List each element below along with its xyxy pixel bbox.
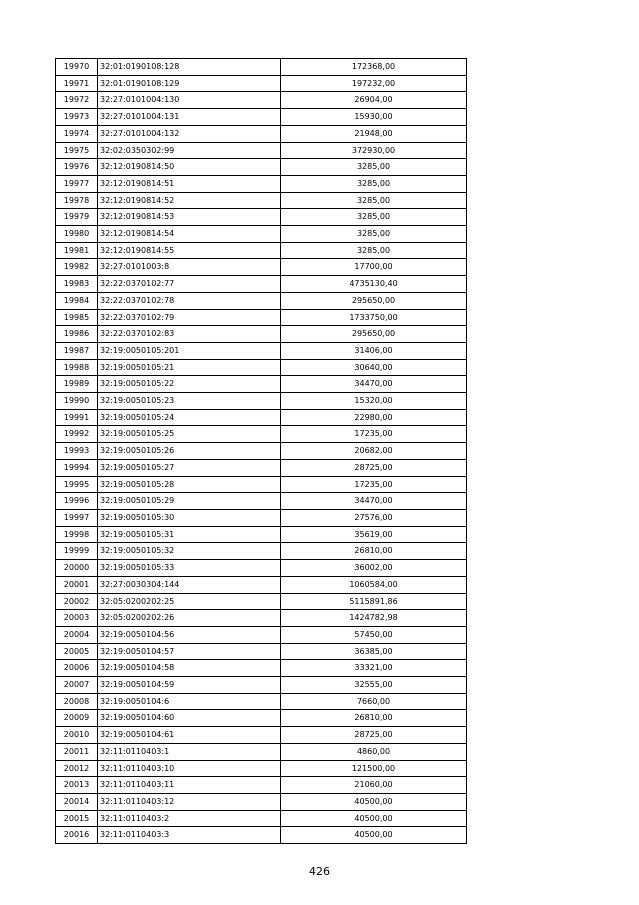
table-row <box>56 376 467 393</box>
cadastral-number-cell: 32:19:0050105:26 <box>98 443 281 460</box>
row-number-cell: 19970 <box>56 59 98 76</box>
table-row <box>56 827 467 844</box>
cadastral-number-cell: 32:19:0050105:28 <box>98 476 281 493</box>
cadastral-number-cell: 32:22:0370102:77 <box>98 276 281 293</box>
cadastral-number-cell: 32:01:0190108:129 <box>98 75 281 92</box>
cadastral-number-cell: 32:27:0101004:131 <box>98 109 281 126</box>
value-cell: 4860,00 <box>281 743 467 760</box>
value-cell: 4735130,40 <box>281 276 467 293</box>
cadastral-number-cell: 32:27:0030304:144 <box>98 576 281 593</box>
value-cell: 31406,00 <box>281 342 467 359</box>
table-row <box>56 426 467 443</box>
value-cell: 27576,00 <box>281 509 467 526</box>
row-number-cell: 20003 <box>56 610 98 627</box>
row-number-cell: 19991 <box>56 409 98 426</box>
cadastral-number-cell: 32:27:0101004:132 <box>98 125 281 142</box>
table-row <box>56 526 467 543</box>
cadastral-number-cell: 32:11:0110403:1 <box>98 743 281 760</box>
row-number-cell: 19994 <box>56 459 98 476</box>
cadastral-number-cell: 32:19:0050105:27 <box>98 459 281 476</box>
cadastral-number-cell: 32:19:0050105:25 <box>98 426 281 443</box>
row-number-cell: 19976 <box>56 159 98 176</box>
table-row <box>56 593 467 610</box>
row-number-cell: 19979 <box>56 209 98 226</box>
row-number-cell: 19988 <box>56 359 98 376</box>
value-cell: 28725,00 <box>281 727 467 744</box>
table-row <box>56 259 467 276</box>
cadastral-number-cell: 32:27:0101003:8 <box>98 259 281 276</box>
value-cell: 26810,00 <box>281 710 467 727</box>
table-row <box>56 125 467 142</box>
value-cell: 36002,00 <box>281 560 467 577</box>
table-row <box>56 393 467 410</box>
table-row <box>56 626 467 643</box>
table-row <box>56 59 467 76</box>
table-row <box>56 92 467 109</box>
cadastral-value-table <box>55 58 467 844</box>
value-cell: 40500,00 <box>281 810 467 827</box>
table-row <box>56 109 467 126</box>
table-row <box>56 677 467 694</box>
value-cell: 3285,00 <box>281 159 467 176</box>
value-cell: 40500,00 <box>281 827 467 844</box>
table-row <box>56 743 467 760</box>
table-row <box>56 326 467 343</box>
value-cell: 35619,00 <box>281 526 467 543</box>
row-number-cell: 19996 <box>56 493 98 510</box>
cadastral-number-cell: 32:19:0050105:23 <box>98 393 281 410</box>
row-number-cell: 20002 <box>56 593 98 610</box>
value-cell: 32555,00 <box>281 677 467 694</box>
cadastral-number-cell: 32:22:0370102:83 <box>98 326 281 343</box>
value-cell: 17235,00 <box>281 476 467 493</box>
table-row <box>56 476 467 493</box>
value-cell: 40500,00 <box>281 793 467 810</box>
cadastral-number-cell: 32:19:0050104:6 <box>98 693 281 710</box>
value-cell: 30640,00 <box>281 359 467 376</box>
cadastral-number-cell: 32:11:0110403:11 <box>98 777 281 794</box>
row-number-cell: 19973 <box>56 109 98 126</box>
row-number-cell: 19999 <box>56 543 98 560</box>
row-number-cell: 20016 <box>56 827 98 844</box>
row-number-cell: 19981 <box>56 242 98 259</box>
cadastral-number-cell: 32:19:0050105:31 <box>98 526 281 543</box>
table-row <box>56 276 467 293</box>
value-cell: 121500,00 <box>281 760 467 777</box>
cadastral-number-cell: 32:11:0110403:2 <box>98 810 281 827</box>
row-number-cell: 19998 <box>56 526 98 543</box>
cadastral-number-cell: 32:22:0370102:78 <box>98 292 281 309</box>
table-body <box>56 59 467 844</box>
value-cell: 36385,00 <box>281 643 467 660</box>
row-number-cell: 19972 <box>56 92 98 109</box>
row-number-cell: 19984 <box>56 292 98 309</box>
cadastral-number-cell: 32:12:0190814:52 <box>98 192 281 209</box>
row-number-cell: 19971 <box>56 75 98 92</box>
cadastral-number-cell: 32:19:0050104:61 <box>98 727 281 744</box>
value-cell: 172368,00 <box>281 59 467 76</box>
table-row <box>56 727 467 744</box>
row-number-cell: 20009 <box>56 710 98 727</box>
row-number-cell: 19985 <box>56 309 98 326</box>
table-row <box>56 493 467 510</box>
cadastral-number-cell: 32:19:0050104:60 <box>98 710 281 727</box>
table-row <box>56 175 467 192</box>
cadastral-number-cell: 32:19:0050104:56 <box>98 626 281 643</box>
row-number-cell: 20010 <box>56 727 98 744</box>
row-number-cell: 19975 <box>56 142 98 159</box>
value-cell: 5115891,86 <box>281 593 467 610</box>
value-cell: 197232,00 <box>281 75 467 92</box>
value-cell: 3285,00 <box>281 226 467 243</box>
table-row <box>56 209 467 226</box>
cadastral-number-cell: 32:11:0110403:10 <box>98 760 281 777</box>
row-number-cell: 19989 <box>56 376 98 393</box>
table-row <box>56 292 467 309</box>
row-number-cell: 19997 <box>56 509 98 526</box>
row-number-cell: 19990 <box>56 393 98 410</box>
cadastral-number-cell: 32:19:0050105:30 <box>98 509 281 526</box>
value-cell: 21948,00 <box>281 125 467 142</box>
table-row <box>56 810 467 827</box>
table-row <box>56 359 467 376</box>
value-cell: 15320,00 <box>281 393 467 410</box>
value-cell: 17700,00 <box>281 259 467 276</box>
table-row <box>56 710 467 727</box>
table-row <box>56 777 467 794</box>
row-number-cell: 20013 <box>56 777 98 794</box>
cadastral-number-cell: 32:19:0050105:32 <box>98 543 281 560</box>
value-cell: 295650,00 <box>281 292 467 309</box>
row-number-cell: 20006 <box>56 660 98 677</box>
cadastral-number-cell: 32:12:0190814:54 <box>98 226 281 243</box>
row-number-cell: 19995 <box>56 476 98 493</box>
cadastral-number-cell: 32:19:0050104:59 <box>98 677 281 694</box>
table-row <box>56 342 467 359</box>
cadastral-number-cell: 32:19:0050105:29 <box>98 493 281 510</box>
value-cell: 1060584,00 <box>281 576 467 593</box>
value-cell: 1424782,98 <box>281 610 467 627</box>
page-number: 426 <box>309 865 330 878</box>
table-row <box>56 610 467 627</box>
row-number-cell: 19978 <box>56 192 98 209</box>
table-row <box>56 509 467 526</box>
cadastral-number-cell: 32:12:0190814:53 <box>98 209 281 226</box>
table-row <box>56 192 467 209</box>
row-number-cell: 20011 <box>56 743 98 760</box>
value-cell: 3285,00 <box>281 242 467 259</box>
row-number-cell: 20015 <box>56 810 98 827</box>
cadastral-number-cell: 32:01:0190108:128 <box>98 59 281 76</box>
value-cell: 33321,00 <box>281 660 467 677</box>
value-cell: 26904,00 <box>281 92 467 109</box>
value-cell: 3285,00 <box>281 175 467 192</box>
table-row <box>56 760 467 777</box>
row-number-cell: 20005 <box>56 643 98 660</box>
cadastral-number-cell: 32:12:0190814:50 <box>98 159 281 176</box>
cadastral-number-cell: 32:19:0050105:33 <box>98 560 281 577</box>
value-cell: 15930,00 <box>281 109 467 126</box>
cadastral-number-cell: 32:19:0050105:201 <box>98 342 281 359</box>
cadastral-number-cell: 32:22:0370102:79 <box>98 309 281 326</box>
row-number-cell: 20014 <box>56 793 98 810</box>
table-row <box>56 226 467 243</box>
value-cell: 26810,00 <box>281 543 467 560</box>
row-number-cell: 19986 <box>56 326 98 343</box>
table-row <box>56 242 467 259</box>
cadastral-number-cell: 32:19:0050104:57 <box>98 643 281 660</box>
row-number-cell: 20008 <box>56 693 98 710</box>
table-row <box>56 309 467 326</box>
cadastral-number-cell: 32:05:0200202:26 <box>98 610 281 627</box>
value-cell: 1733750,00 <box>281 309 467 326</box>
cadastral-number-cell: 32:19:0050105:22 <box>98 376 281 393</box>
row-number-cell: 20007 <box>56 677 98 694</box>
value-cell: 57450,00 <box>281 626 467 643</box>
row-number-cell: 19987 <box>56 342 98 359</box>
cadastral-number-cell: 32:12:0190814:55 <box>98 242 281 259</box>
row-number-cell: 20000 <box>56 560 98 577</box>
table-row <box>56 643 467 660</box>
row-number-cell: 20001 <box>56 576 98 593</box>
value-cell: 34470,00 <box>281 493 467 510</box>
table-row <box>56 560 467 577</box>
table-row <box>56 142 467 159</box>
row-number-cell: 19983 <box>56 276 98 293</box>
row-number-cell: 19992 <box>56 426 98 443</box>
value-cell: 3285,00 <box>281 209 467 226</box>
row-number-cell: 20012 <box>56 760 98 777</box>
cadastral-number-cell: 32:12:0190814:51 <box>98 175 281 192</box>
value-cell: 20682,00 <box>281 443 467 460</box>
table-row <box>56 543 467 560</box>
row-number-cell: 19980 <box>56 226 98 243</box>
row-number-cell: 19993 <box>56 443 98 460</box>
table-row <box>56 443 467 460</box>
table-row <box>56 75 467 92</box>
table-row <box>56 660 467 677</box>
row-number-cell: 19977 <box>56 175 98 192</box>
cadastral-number-cell: 32:11:0110403:3 <box>98 827 281 844</box>
table-row <box>56 409 467 426</box>
value-cell: 372930,00 <box>281 142 467 159</box>
row-number-cell: 19974 <box>56 125 98 142</box>
value-cell: 17235,00 <box>281 426 467 443</box>
cadastral-number-cell: 32:19:0050105:24 <box>98 409 281 426</box>
cadastral-number-cell: 32:05:0200202:25 <box>98 593 281 610</box>
value-cell: 7660,00 <box>281 693 467 710</box>
cadastral-number-cell: 32:27:0101004:130 <box>98 92 281 109</box>
table-row <box>56 159 467 176</box>
cadastral-number-cell: 32:19:0050104:58 <box>98 660 281 677</box>
table-row <box>56 693 467 710</box>
value-cell: 295650,00 <box>281 326 467 343</box>
cadastral-number-cell: 32:11:0110403:12 <box>98 793 281 810</box>
value-cell: 3285,00 <box>281 192 467 209</box>
cadastral-number-cell: 32:02:0350302:99 <box>98 142 281 159</box>
value-cell: 34470,00 <box>281 376 467 393</box>
table-row <box>56 793 467 810</box>
value-cell: 21060,00 <box>281 777 467 794</box>
value-cell: 22980,00 <box>281 409 467 426</box>
table-row <box>56 459 467 476</box>
row-number-cell: 20004 <box>56 626 98 643</box>
row-number-cell: 19982 <box>56 259 98 276</box>
value-cell: 28725,00 <box>281 459 467 476</box>
cadastral-number-cell: 32:19:0050105:21 <box>98 359 281 376</box>
table-row <box>56 576 467 593</box>
